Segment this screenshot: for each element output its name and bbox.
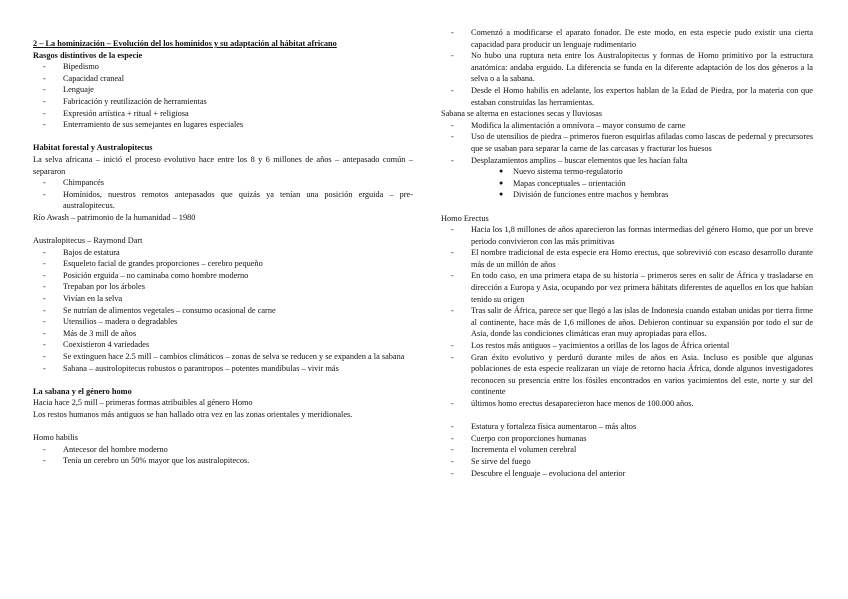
sabana-alt-heading: Sabana se alterna en estaciones secas y lluviosas	[441, 109, 603, 119]
list-item: - Bipedismo	[43, 62, 99, 72]
list-item: - Expresión artística + ritual + religiosa	[43, 108, 189, 118]
traits-list	[33, 61, 413, 131]
list-item: - En todo caso, en una primera etapa de su historia – primeros seres en salir de África y trasladarse en dirección a Europa y Asia, ocupando por vez primera hábitats diferentes de aquellos en los que habían tenido su origen	[451, 271, 813, 304]
list-item: - Utensilios – madera o degradables	[43, 317, 178, 327]
main-title: 2 – La hominización – Evolución del los homínidos y su adaptación al hábitat africano	[33, 39, 337, 48]
list-item: - últimos homo erectus desaparecieron hace menos de 100.000 años.	[451, 399, 694, 408]
list-item: - No hubo una ruptura neta entre los Australopitecus y formas de Homo primitivo por la estructura anatómica: andaba erguido. La diferencia se funda en la diferente adaptación de los dos géneros a la selva o a la sabana.	[451, 51, 813, 84]
list-item: - Sabana – austrolopitecus robustos o parantropos – potentes mandíbulas – vivir más	[43, 363, 339, 373]
list-item: - Descubre el lenguaje – evoluciona del anterior	[451, 468, 626, 478]
list-item: - Lenguaje	[43, 85, 94, 95]
list-item: - Cuerpo con proporciones humanas	[451, 433, 587, 443]
list-item: - Chimpancés	[43, 178, 105, 188]
list-item: - Estatura y fortaleza física aumentaron – más altos	[451, 422, 637, 432]
bullet-icon: ●	[499, 190, 504, 199]
list-item: - Fabricación y reutilización de herramientas	[43, 96, 207, 106]
list-item: - Uso de utensilios de piedra – primeros fueron esquirlas afiladas como lascas de pedernal y precursores que se usaban para separar la carne de las carcasas y fracturar los huesos	[451, 132, 813, 153]
list-item: - Tenía un cerebro un 50% mayor que los australopitecos.	[43, 456, 250, 466]
list-item: - Posición erguida – no caminaba como hombre moderno	[43, 270, 249, 280]
awash-line: Río Awash – patrimonio de la humanidad – 1980	[33, 212, 196, 222]
list-item: - Hacia los 1,8 millones de años aparecieron las formas intermedias del género Homo, que por un breve periodo convivieron con las más primitivas	[451, 225, 813, 246]
list-item: - Se extinguen hace 2.5 mill – cambios climáticos – zonas de selva se reducen y se expanden a la sabana	[43, 352, 405, 362]
list-item: - Los restos más antiguos – yacimientos a orillas de los lagos de África oriental	[451, 341, 730, 351]
list-item: - Más de 3 mill de años	[43, 328, 137, 338]
sub-list-item: ● División de funciones entre machos y hembras	[499, 190, 669, 200]
left-column	[33, 38, 413, 467]
habilis-heading: Homo habilis	[33, 433, 78, 443]
list-item: - Se sirve del fuego	[451, 456, 531, 466]
list-item: - Vivían en la selva	[43, 294, 123, 304]
list-item: - Homínidos, nuestros remotos antepasados que quizás ya tenían una posición erguida – pre-australopitecus.	[43, 189, 413, 211]
list-item: - Tras salir de África, parece ser que llegó a las islas de Indonesia cuando estaban unidas por tierra firme al continente, hace más de 1,6 millones de años. Debieron continuar su expansión por todo el sur de Asia, donde las condiciones climáticas eran muy apropiadas para ellos.	[451, 306, 813, 339]
list-item: - Capacidad craneal	[43, 73, 125, 83]
right-column	[441, 27, 813, 479]
list-item: - Se nutrían de alimentos vegetales – consumo ocasional de carne	[43, 305, 276, 315]
sabana-heading: La sabana y el género homo	[33, 386, 132, 396]
list-item: - Desplazamientos amplios – buscar elementos que les hacían falta	[451, 155, 688, 165]
list-item: - Gran éxito evolutivo y perduró durante miles de años en Asia. Incluso es posible que algunas poblaciones de esta especie realizaran un viaje de retorno hacia África, donde algunos investigadores reconocen su presencia entre los fósiles encontrados en varios yacimientos del este, norte y sur del continente	[451, 352, 813, 397]
list-item: - Trepaban por los árboles	[43, 282, 145, 292]
list-item: - Bajos de estatura	[43, 247, 120, 257]
list-item: - Desde el Homo habilis en adelante, los expertos hablan de la Edad de Piedra, por la materia con que estaban construidas las herramientas.	[451, 85, 813, 107]
list-item: - Esqueleto facial de grandes proporciones – cerebro pequeño	[43, 259, 263, 269]
list-item: - El nombre tradicional de esta especie era Homo erectus, que sobrevivió con escaso desarrollo durante más de un millón de años	[451, 248, 813, 269]
list-item: - Enterramiento de sus semejantes en lugares especiales	[43, 120, 244, 130]
bullet-icon: ●	[499, 167, 504, 176]
list-item: - Incrementa el volumen cerebral	[451, 445, 577, 455]
habitat-heading: Habitat forestal y Australopitecus	[33, 143, 153, 153]
erectus-heading: Homo Erectus	[441, 213, 489, 223]
list-item: - Antecesor del hombre moderno	[43, 444, 168, 454]
australo-heading: Australopitecus – Raymond Dart	[33, 236, 143, 246]
sabana-line-2: Los restos humanos más antiguos se han hallado otra vez en las zonas orientales y meridionales.	[33, 410, 353, 419]
habitat-text: La selva africana – inició el proceso evolutivo hace entre los 8 y 6 millones de años – antepasado común – separaron	[33, 154, 413, 176]
list-item: - Modifica la alimentación a omnívora – mayor consumo de carne	[451, 120, 686, 130]
list-item: - Comenzó a modificarse el aparato fonador. De este modo, en esta especie pudo existir una cierta capacidad para producir un lenguaje rudimentario	[451, 28, 813, 49]
australo-list	[33, 247, 413, 375]
bullet-icon: ●	[499, 178, 504, 187]
sabana-line-1: Hacia hace 2,5 mill – primeras formas atribuibles al género Homo	[33, 398, 253, 408]
sub-list-item: ● Nuevo sistema termo-regulatorio	[499, 167, 623, 177]
traits-heading: Rasgos distintivos de la especie	[33, 50, 143, 60]
list-item: - Coexistieron 4 variedades	[43, 340, 150, 350]
sub-list-item: ● Mapas conceptuales – orientación	[499, 178, 626, 188]
